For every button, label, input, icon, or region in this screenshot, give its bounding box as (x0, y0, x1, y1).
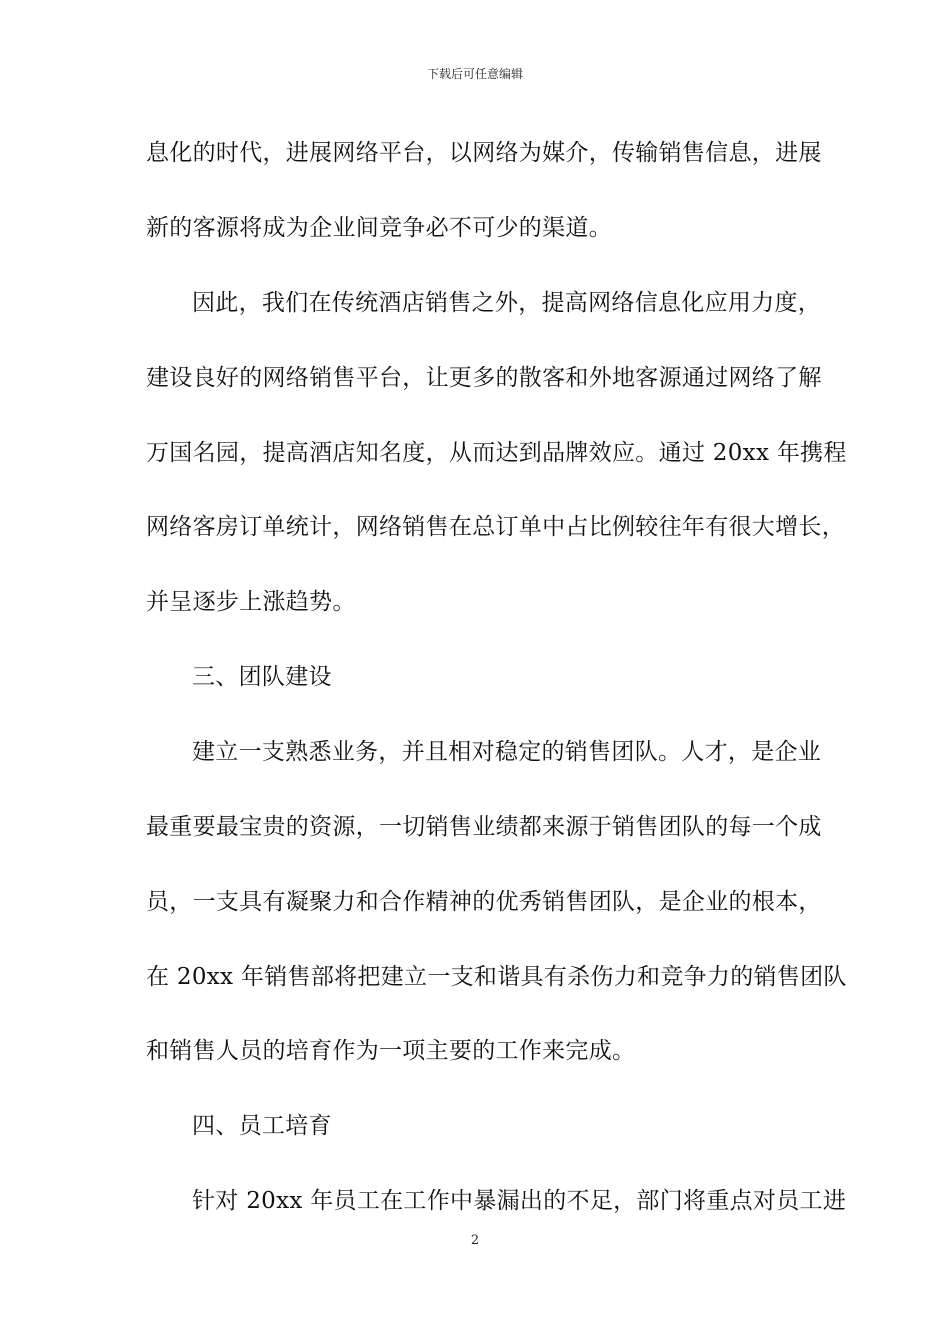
paragraph-first-line: 针对 20xx 年员工在工作中暴漏出的不足，部门将重点对员工进 (192, 1188, 847, 1214)
paragraph-first-line: 建立一支熟悉业务，并且相对稳定的销售团队。人才，是企业 (192, 739, 822, 765)
body-text-line: 网络客房订单统计，网络销售在总订单中占比例较往年有很大增长， (146, 514, 845, 540)
body-text-line: 员，一支具有凝聚力和合作精神的优秀销售团队，是企业的根本， (146, 889, 822, 915)
body-text-line: 并呈逐步上涨趋势。 (146, 589, 356, 615)
paragraph-first-line: 因此，我们在传统酒店销售之外，提高网络信息化应用力度， (192, 290, 822, 316)
body-text-line: 建设良好的网络销售平台，让更多的散客和外地客源通过网络了解 (146, 365, 822, 391)
page-header: 下载后可任意编辑 (426, 67, 523, 81)
body-text-line: 最重要最宝贵的资源，一切销售业绩都来源于销售团队的每一个成 (146, 814, 822, 840)
section-heading: 三、团队建设 (192, 664, 332, 690)
body-text-line: 在 20xx 年销售部将把建立一支和谐具有杀伤力和竞争力的销售团队 (146, 964, 847, 990)
body-text-line: 和销售人员的培育作为一项主要的工作来完成。 (146, 1038, 636, 1064)
body-text-line: 新的客源将成为企业间竞争必不可少的渠道。 (146, 215, 612, 241)
page-number: 2 (470, 1233, 480, 1248)
body-text-line: 息化的时代，进展网络平台，以网络为媒介，传输销售信息，进展 (146, 140, 822, 166)
body-text-line: 万国名园，提高酒店知名度，从而达到品牌效应。通过 20xx 年携程 (146, 440, 847, 466)
section-heading: 四、员工培育 (192, 1113, 332, 1139)
